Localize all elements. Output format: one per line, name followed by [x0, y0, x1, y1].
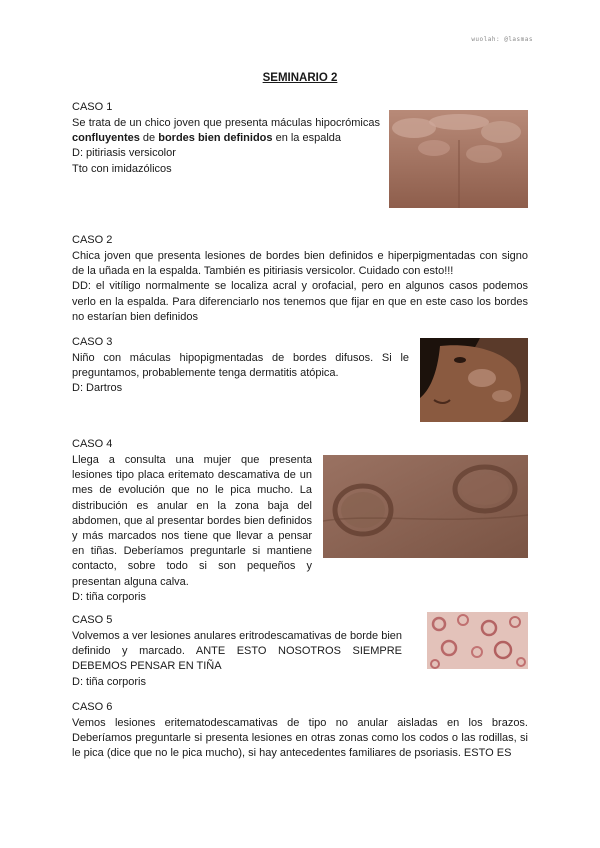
- caso4-heading: CASO 4: [72, 438, 113, 450]
- caso5-heading: CASO 5: [72, 614, 113, 626]
- caso1-text-c: en la espalda: [272, 132, 342, 145]
- caso2-text1: Chica joven que presenta lesiones de bordes bien definidos e hiperpigmentadas con signo de la uñada en la espalda. También es pitiriasis versicolor. Cuidado con esto!!!: [72, 250, 528, 278]
- caso5-photo-annular-lesions: [427, 612, 528, 669]
- caso4-body: [72, 453, 312, 605]
- caso5-body: [72, 629, 402, 690]
- caso4-photo-abdomen-annular: [323, 455, 528, 558]
- caso2-heading: CASO 2: [72, 234, 113, 246]
- caso3-diagnosis: D: Dartros: [72, 382, 123, 395]
- caso1-heading: CASO 1: [72, 101, 113, 113]
- caso3-body: [72, 351, 409, 397]
- page-title: SEMINARIO 2: [262, 72, 338, 84]
- caso1-text-b: de: [139, 132, 159, 145]
- caso6-body: [72, 716, 528, 762]
- caso1-body: [72, 116, 380, 177]
- caso1-photo-back-macules: [389, 110, 528, 208]
- caso4-diagnosis: D: tiña corporis: [72, 590, 146, 603]
- caso4-text: Llega a consulta una mujer que presenta lesiones tipo placa eritemato descamativa de un mes de evolución que no le pica mucho. La distribución es anular en la zona baja del abdomen, que al presentar bordes bien definidos y más marcados nos tiene que llevar a pensar en tiñas. Deberíamos preguntarle si mantiene contacto, sobre todo si son pequeños y presentan alguna calva.: [72, 454, 312, 588]
- caso1-bold-bordes: bordes bien definidos: [158, 132, 273, 145]
- caso2-body: [72, 249, 528, 325]
- caso5-diagnosis: D: tiña corporis: [72, 675, 146, 688]
- caso6-text: Vemos lesiones eritematodescamativas de tipo no anular aisladas en los brazos. Deberíamos preguntarle si presenta lesiones en otras zonas como los codos o las rodillas, si le pica (dice que no le pica mucho), si hay antecedentes familiares de psoriasis. ESTO ES: [72, 717, 528, 760]
- caso3-heading: CASO 3: [72, 336, 113, 348]
- caso1-treatment: Tto con imidazólicos: [72, 162, 172, 175]
- caso1-bold-confluyentes: confluyentes: [72, 132, 140, 145]
- caso3-photo-child-face: [420, 338, 528, 422]
- watermark: wuolah: @lasmas: [471, 36, 533, 43]
- caso1-text-a: Se trata de un chico joven que presenta máculas hipocrómicas: [72, 117, 380, 129]
- caso5-text: Volvemos a ver lesiones anulares eritrodescamativas de borde bien definido y marcado. ANTE ESTO NOSOTROS SIEMPRE DEBEMOS PENSAR EN TIÑA: [72, 630, 402, 673]
- caso3-text: Niño con máculas hipopigmentadas de bordes difusos. Si le preguntamos, probablemente tenga dermatitis atópica.: [72, 352, 409, 380]
- caso6-heading: CASO 6: [72, 701, 113, 713]
- caso1-diagnosis: D: pitiriasis versicolor: [72, 147, 176, 160]
- caso2-text2: DD: el vitíligo normalmente se localiza acral y orofacial, pero en algunos casos podemos verlo en la espalda. Para diferenciarlo nos tenemos que fijar en que en este caso los bordes no estarían bien definidos: [72, 280, 528, 323]
